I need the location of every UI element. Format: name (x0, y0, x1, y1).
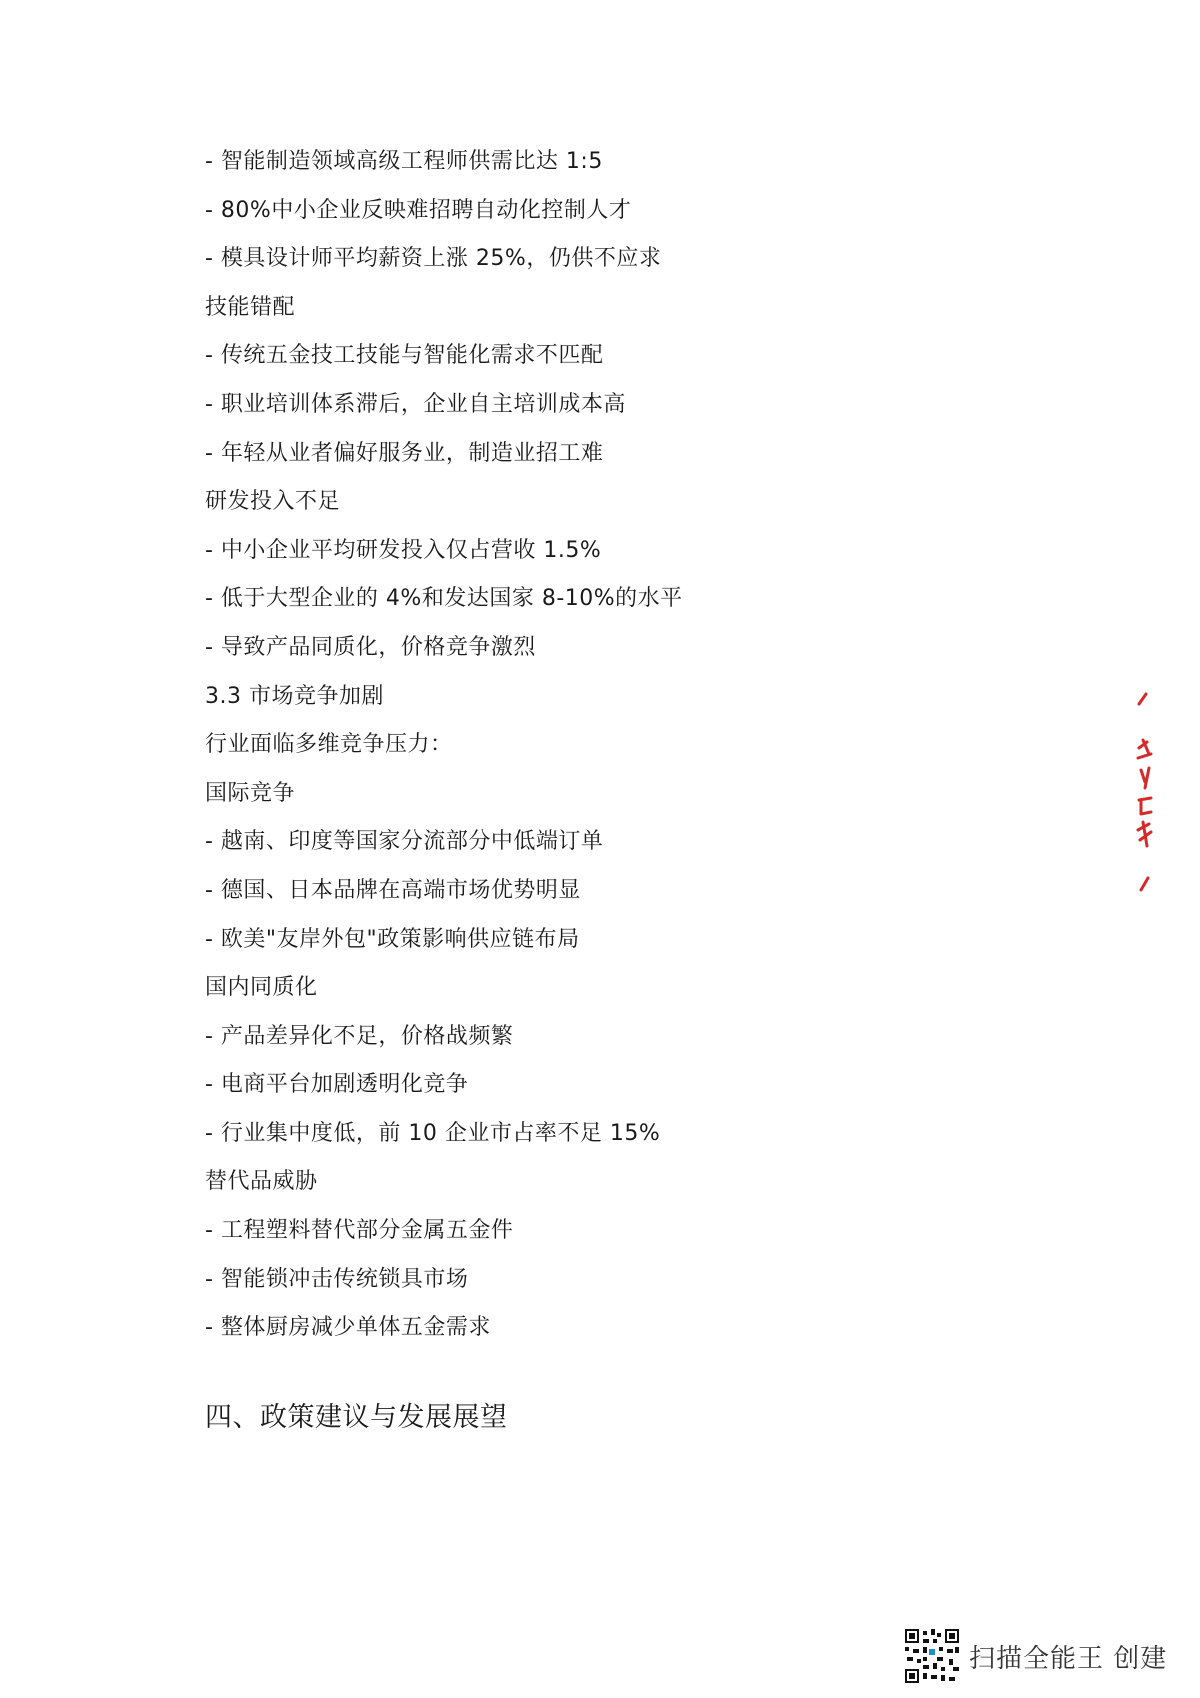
text-line: 国内同质化 (205, 975, 318, 1001)
red-seal-icon (1133, 690, 1159, 905)
bullet-line: - 80%中小企业反映难招聘自动化控制人才 (205, 197, 632, 223)
text-line: 国际竞争 (205, 780, 296, 806)
body-text (205, 138, 965, 1353)
text-line: 技能错配 (205, 294, 296, 320)
qr-code-icon (905, 1629, 959, 1683)
scanner-watermark (905, 1628, 1167, 1684)
text-line: 替代品威胁 (205, 1169, 318, 1195)
text-line: 行业面临多维竞争压力： (205, 732, 453, 758)
bullet-line: - 德国、日本品牌在高端市场优势明显 (205, 877, 581, 903)
bullet-line: - 越南、印度等国家分流部分中低端订单 (205, 829, 604, 855)
bullet-line: - 欧美"友岸外包"政策影响供应链布局 (205, 926, 580, 952)
bullet-line: - 工程塑料替代部分金属五金件 (205, 1218, 514, 1244)
text-line: 研发投入不足 (205, 489, 341, 515)
section-heading: 四、政策建议与发展展望 (205, 1402, 508, 1433)
bullet-line: - 导致产品同质化，价格竞争激烈 (205, 634, 536, 660)
bullet-line: - 产品差异化不足，价格战频繁 (205, 1023, 514, 1049)
bullet-line: - 电商平台加剧透明化竞争 (205, 1072, 469, 1098)
bullet-line: - 模具设计师平均薪资上涨 25%，仍供不应求 (205, 246, 662, 272)
bullet-line: - 智能锁冲击传统锁具市场 (205, 1266, 469, 1292)
watermark-text: 扫描全能王 创建 (969, 1643, 1168, 1674)
bullet-line: - 整体厨房减少单体五金需求 (205, 1315, 491, 1341)
bullet-line: - 低于大型企业的 4%和发达国家 8-10%的水平 (205, 586, 683, 612)
bullet-line: - 行业集中度低，前 10 企业市占率不足 15% (205, 1120, 661, 1146)
bullet-line: - 职业培训体系滞后，企业自主培训成本高 (205, 391, 626, 417)
text-line: 3.3 市场竞争加剧 (205, 683, 384, 709)
bullet-line: - 智能制造领域高级工程师供需比达 1:5 (205, 149, 603, 174)
bullet-line: - 传统五金技工技能与智能化需求不匹配 (205, 343, 604, 369)
bullet-line: - 年轻从业者偏好服务业，制造业招工难 (205, 440, 604, 466)
bullet-line: - 中小企业平均研发投入仅占营收 1.5% (205, 537, 602, 563)
